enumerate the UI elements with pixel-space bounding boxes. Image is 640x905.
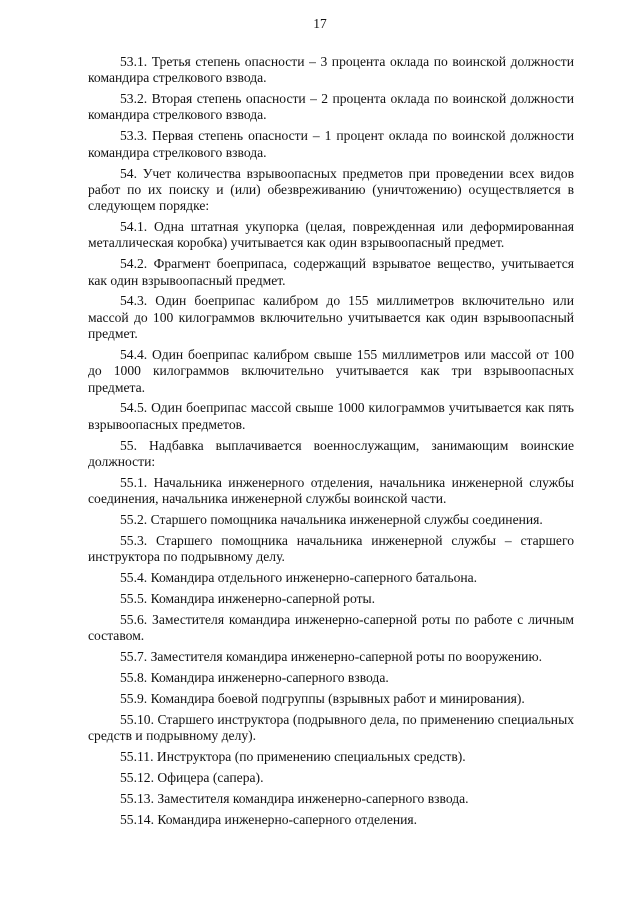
paragraph-54-4: 54.4. Один боеприпас калибром свыше 155 миллиметров или массой от 100 до 1000 килограммов включительно учитывается как три взрывоопасных предмета.	[88, 346, 574, 395]
paragraph-55-11: 55.11. Инструктора (по применению специальных средств).	[120, 748, 466, 764]
paragraph-55-3: 55.3. Старшего помощника начальника инженерной службы – старшего инструктора по подрывному делу.	[88, 532, 574, 565]
paragraph-55-8: 55.8. Командира инженерно-саперного взвода.	[120, 669, 389, 685]
paragraph-55-2: 55.2. Старшего помощника начальника инженерной службы соединения.	[120, 511, 543, 527]
paragraph-54: 54. Учет количества взрывоопасных предметов при проведении всех видов работ по их поиску и (или) обезвреживанию (уничтожению) осуществляется в следующем порядке:	[88, 165, 574, 214]
paragraph-55-13: 55.13. Заместителя командира инженерно-саперного взвода.	[120, 790, 469, 806]
paragraph-54-1: 54.1. Одна штатная укупорка (целая, поврежденная или деформированная металлическая коробка) учитывается как один взрывоопасный предмет.	[88, 219, 574, 251]
page-number: 17	[313, 16, 327, 31]
paragraph-55-1: 55.1. Начальника инженерного отделения, начальника инженерной службы соединения, начальника инженерной службы воинской части.	[88, 474, 574, 507]
paragraph-55-10: 55.10. Старшего инструктора (подрывного дела, по применению специальных средств и подрывному делу).	[88, 711, 574, 743]
paragraph-54-2: 54.2. Фрагмент боеприпаса, содержащий взрыватое вещество, учитывается как один взрывоопасный предмет.	[88, 256, 574, 288]
paragraph-55-5: 55.5. Командира инженерно-саперной роты.	[120, 590, 376, 606]
paragraph-54-3: 54.3. Один боеприпас калибром до 155 миллиметров включительно или массой до 100 килограммов включительно учитывается как один взрывоопасный предмет.	[88, 293, 574, 342]
paragraph-55-9: 55.9. Командира боевой подгруппы (взрывных работ и минирования).	[120, 690, 525, 706]
paragraph-53-1: 53.1. Третья степень опасности – 3 процента оклада по воинской должности командира стрелкового взвода.	[88, 54, 574, 86]
paragraph-55-4: 55.4. Командира отдельного инженерно-саперного батальона.	[120, 570, 478, 586]
paragraph-53-3: 53.3. Первая степень опасности – 1 процент оклада по воинской должности командира стрелкового взвода.	[88, 128, 574, 160]
paragraph-55-6: 55.6. Заместителя командира инженерно-саперной роты по работе с личным составом.	[88, 611, 574, 644]
paragraph-55-12: 55.12. Офицера (сапера).	[120, 769, 264, 785]
paragraph-55-14: 55.14. Командира инженерно-саперного отделения.	[120, 811, 418, 827]
paragraph-54-5: 54.5. Один боеприпас массой свыше 1000 килограммов учитывается как пять взрывоопасных предметов.	[88, 400, 574, 432]
document-body	[88, 54, 574, 828]
paragraph-55: 55. Надбавка выплачивается военнослужащим, занимающим воинские должности:	[88, 437, 574, 469]
paragraph-53-2: 53.2. Вторая степень опасности – 2 процента оклада по воинской должности командира стрелкового взвода.	[88, 91, 574, 123]
paragraph-55-7: 55.7. Заместителя командира инженерно-саперной роты по вооружению.	[120, 649, 543, 664]
